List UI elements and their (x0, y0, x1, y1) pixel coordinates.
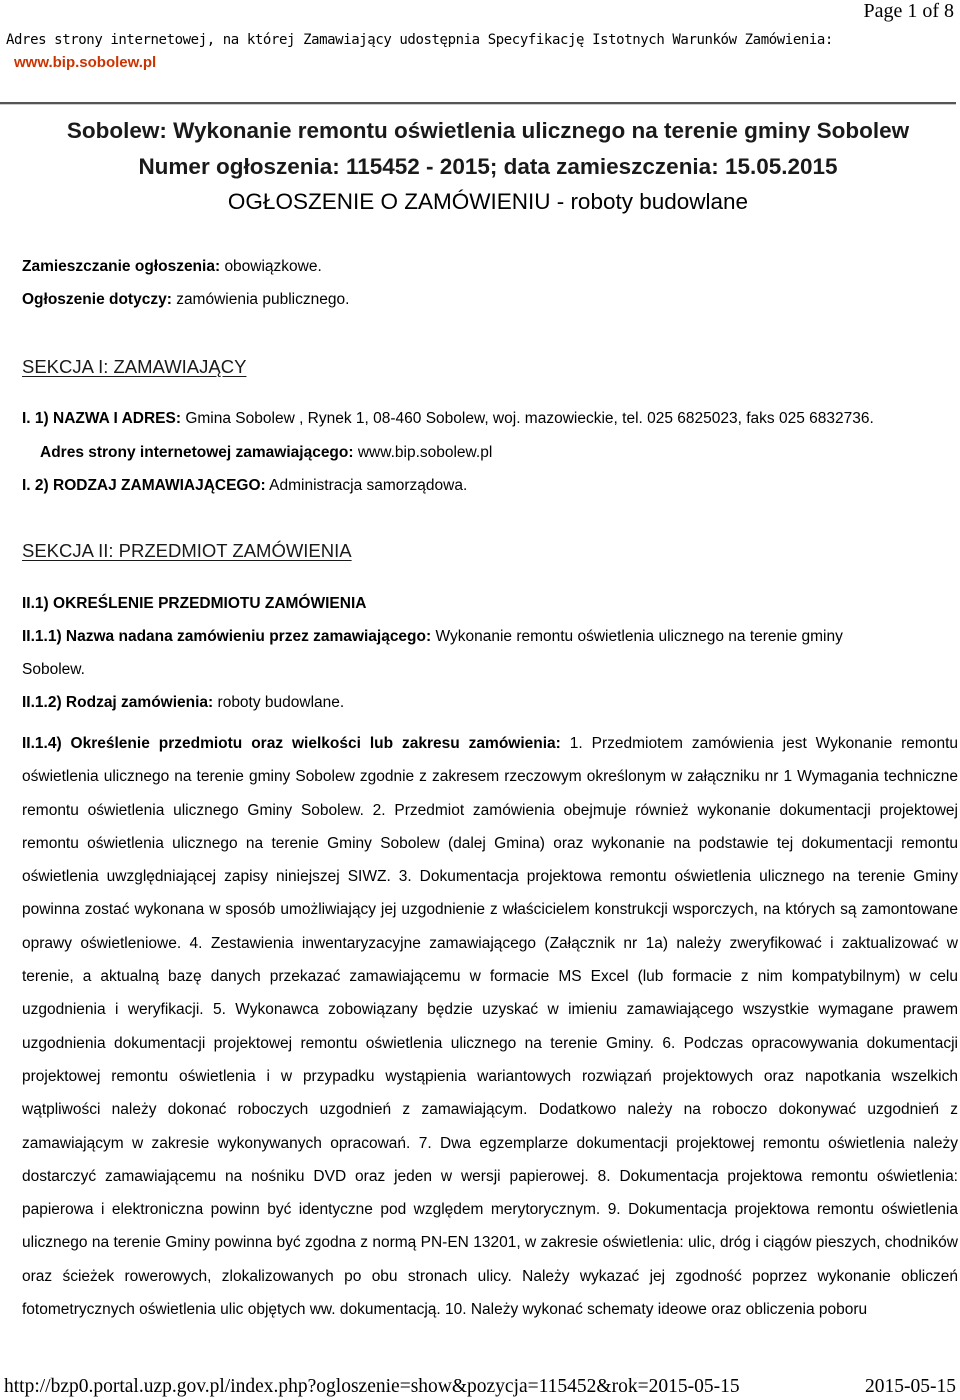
contract-scope-label: II.1.4) Określenie przedmiotu oraz wielkości lub zakresu zamówienia: (22, 735, 561, 752)
notice-scope-info (22, 291, 349, 309)
contract-type-value: roboty budowlane. (217, 694, 345, 711)
page-number: Page 1 of 8 (863, 0, 954, 22)
publication-label: Zamieszczanie ogłoszenia: (22, 258, 221, 275)
subject-definition-heading: II.1) OKREŚLENIE PRZEDMIOTU ZAMÓWIENIA (22, 595, 367, 612)
authority-website (40, 444, 492, 462)
section-1-heading: SEKCJA I: ZAMAWIAJĄCY (22, 356, 247, 377)
notice-scope-label: Ogłoszenie dotyczy: (22, 291, 172, 308)
authority-type (22, 477, 467, 495)
notice-number: Numer ogłoszenia: 115452 - 2015; data zamieszczenia: 15.05.2015 (138, 154, 838, 179)
contract-scope-paragraph (22, 727, 958, 1326)
footer-url: http://bzp0.portal.uzp.gov.pl/index.php?ogloszenie=show&pozycja=115452&rok=2015-05-15 (4, 1376, 740, 1397)
publication-value: obowiązkowe. (224, 258, 322, 275)
website-value: www.bip.sobolew.pl (357, 444, 493, 461)
notice-type: OGŁOSZENIE O ZAMÓWIENIU - roboty budowlane (227, 189, 749, 214)
publication-info (22, 258, 322, 276)
header-link[interactable]: www.bip.sobolew.pl (14, 54, 157, 71)
name-address-label: I. 1) NAZWA I ADRES: (22, 410, 182, 427)
contract-name (22, 628, 843, 646)
contract-name-value: Wykonanie remontu oświetlenia ulicznego na terenie gminy (435, 628, 843, 645)
notice-title: Sobolew: Wykonanie remontu oświetlenia ulicznego na terenie gminy Sobolew (66, 118, 910, 143)
contract-name-label: II.1.1) Nazwa nadana zamówieniu przez zamawiającego: (22, 628, 432, 645)
authority-type-label: I. 2) RODZAJ ZAMAWIAJĄCEGO: (22, 477, 266, 494)
header-text: Adres strony internetowej, na której Zamawiający udostępnia Specyfikację Istotnych Warunków Zamówienia: (6, 32, 833, 48)
contract-type-label: II.1.2) Rodzaj zamówienia: (22, 694, 214, 711)
section-2-heading: SEKCJA II: PRZEDMIOT ZAMÓWIENIA (22, 540, 352, 561)
divider (0, 102, 956, 105)
contract-scope-value: 1. Przedmiotem zamówienia jest Wykonanie remontu oświetlenia ulicznego na terenie gminy Sobolew zgodnie z zakresem rzeczowym określonym w załączniku nr 1 Wymagania techniczne remontu oświetlenia ulicznego Gminy Sobolew. 2. Przedmiot zamówienia obejmuje również wykonanie dokumentacji projektowej remontu oświetlenia ulicznego na terenie Gminy Sobolew (dalej Gmina) oraz wykonanie na podstawie tej dokumentacji remontu oświetlenia uwzględniającej zapisy niniejszej SIWZ. 3. Dokumentacja projektowa remontu oświetlenia ulicznego na terenie Gminy powinna zostać wykonana w sposób umożliwiający jej uzgodnienie z właścicielem konstrukcji wsporczych, na których są zamontowane oprawy oświetleniowe. 4. Zestawienia inwentaryzacyjne zamawiającego (Załącznik nr 1a) należy zweryfikować i zaktualizować w terenie, a aktualną bazę danych przekazać zamawiającemu w formacie MS Excel (lub formacie z nim kompatybilnym) w celu uzgodnienia i weryfikacji. 5. Wykonawca zobowiązany będzie uzyskać w imieniu zamawiającego wszystkie wymagane prawem uzgodnienia dokumentacji projektowej remontu oświetlenia ulicznego na terenie Gminy. 6. Podczas opracowywania dokumentacji projektowej remontu oświetlenia i w przypadku wystąpienia wariantowych rozwiązań projektowych oraz napotkania wszelkich wątpliwości należy dokonać roboczych uzgodnień z zamawiającym. Dodatkowo należy na roboczo dokonywać uzgodnień z zamawiającym w zakresie wykonywanych opracowań. 7. Dwa egzemplarze dokumentacji projektowej remontu oświetlenia należy dostarczyć zamawiającemu na nośniku DVD oraz jeden w wersji papierowej. 8. Dokumentacja projektowa remontu oświetlenia: papierowa i elektroniczna powinn być identyczne pod względem merytorycznym. 9. Dokumentacja projektowa remontu oświetlenia ulicznego na terenie Gminy powinna być zgodna z normą PN-EN 13201, w zakresie oświetlenia: ulic, dróg i ciągów pieszych, chodników oraz ścieżek rowerowych, zlokalizowanych po obu stronach ulicy. Należy wykazać jej zgodność poprzez wykonanie obliczeń fotometrycznych oświetlenia ulic objętych ww. dokumentacją. 10. Należy wykonać schematy ideowe oraz obliczenia poboru (22, 735, 959, 1319)
contracting-authority-name (22, 410, 874, 428)
notice-scope-value: zamówienia publicznego. (176, 291, 350, 308)
contract-name-cont: Sobolew. (22, 661, 85, 678)
website-label: Adres strony internetowej zamawiającego: (40, 444, 354, 461)
name-address-value: Gmina Sobolew , Rynek 1, 08-460 Sobolew, woj. mazowieckie, tel. 025 6825023, faks 025 6832736. (185, 410, 874, 427)
contract-type (22, 694, 344, 712)
footer-date: 2015-05-15 (865, 1376, 956, 1397)
authority-type-value: Administracja samorządowa. (269, 477, 468, 494)
